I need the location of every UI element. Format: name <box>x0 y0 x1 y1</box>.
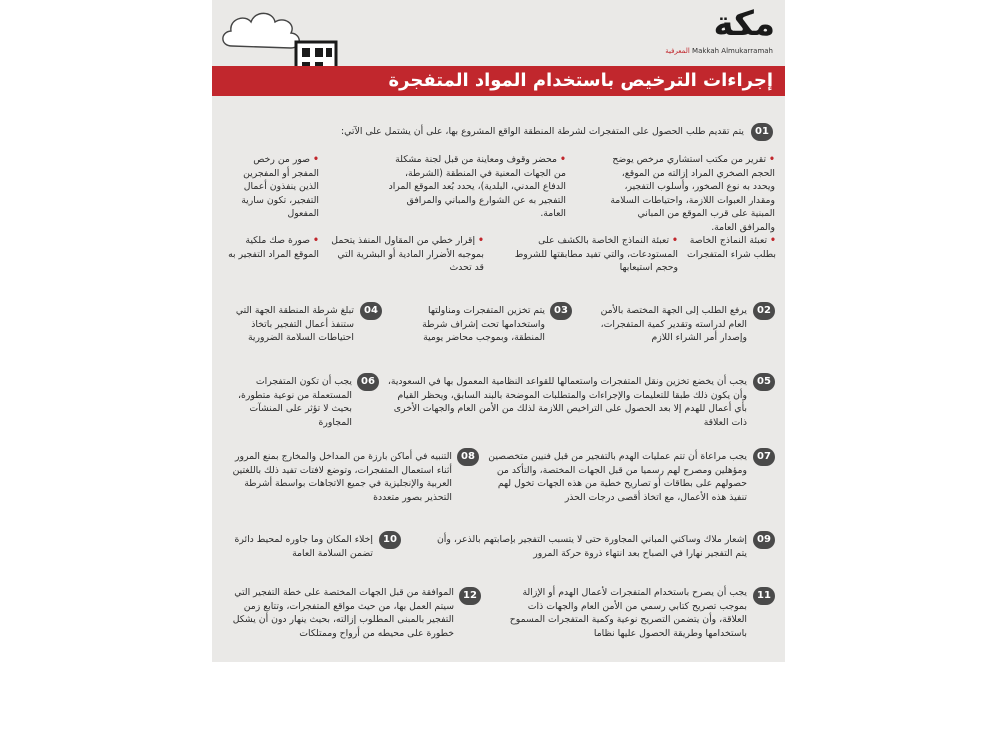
infographic-sheet <box>212 0 785 662</box>
requirement-item: • صورة صك ملكية الموقع المراد التفجير به <box>224 234 319 261</box>
step-text: إخلاء المكان وما جاوره لمحيط دائرة تضمن السلامة العامة <box>234 534 373 559</box>
step-number: 03 <box>550 302 572 320</box>
logo-subtitle-ar: المعرفية <box>665 47 690 55</box>
step-number: 01 <box>751 123 773 141</box>
requirement-item: • صور من رخص المفجر أو المفجرين الذين ينفذون أعمال التفجير، تكون سارية المفعول <box>224 153 319 221</box>
step-number: 11 <box>753 587 775 605</box>
requirement-item: • محضر وقوف ومعاينة من قبل لجنة مشكلة من الجهات المعنية في المنطقة (الشرطة، الدفاع المدني، البلدية)، يحدد بُعد الموقع المراد التفجير به عن الشوارع والمباني والمرافق العامة. <box>386 153 566 221</box>
step-text: يجب أن تكون المتفجرات المستعملة من نوعية متطورة، بحيث لا تؤثر على المنشآت المجاورة <box>237 376 352 428</box>
step-text: يتم تخزين المتفجرات ومناولتها واستخدامها تحت إشراف شرطة المنطقة، وبموجب محاضر يومية <box>422 305 545 344</box>
step-number: 04 <box>360 302 382 320</box>
page-title: إجراءات الترخيص باستخدام المواد المتفجرة <box>388 70 773 91</box>
step-text: إشعار ملاك وساكني المباني المجاورة حتى لا يتسبب التفجير بإصابتهم بالذعر، وأن يتم التفجير نهارا في الصباح بعد انتهاء ذروة حركة المرور <box>436 534 747 559</box>
smoke-cloud-icon <box>223 13 299 48</box>
step-number: 02 <box>753 302 775 320</box>
step-number: 07 <box>753 448 775 466</box>
step-number: 12 <box>459 587 481 605</box>
step-text: التنبيه في أماكن بارزة من المداخل والمخارج بمنع المرور أثناء استعمال المتفجرات، وتوضع لافتات تفيد ذلك باللغتين العربية والإنجليزية في جميع الاتجاهات بواسطة أشرطة التحذير بصور متعددة <box>232 451 452 503</box>
step-number: 09 <box>753 531 775 549</box>
step-text: يتم تقديم طلب الحصول على المتفجرات لشرطة المنطقة الواقع المشروع بها، على أن يشتمل على الآتي: <box>341 126 744 137</box>
logo-subtitle-en: Makkah Almukarramah <box>692 47 773 55</box>
step-text: تبلغ شرطة المنطقة الجهة التي ستنفذ أعمال التفجير باتخاذ احتياطات السلامة الضرورية <box>235 305 354 344</box>
requirement-item: • تعبئة النماذج الخاصة بالكشف على المستودعات، والتي تفيد مطابقتها للشروط وحجم استيعابها <box>500 234 678 275</box>
step-text: يجب مراعاة أن تتم عمليات الهدم بالتفجير من قبل فنيين متخصصين ومؤهلين ومصرح لهم رسميا من قبل الجهات المختصة، والتأكد من حصولهم على بطاقات أو تصاريح خطية من هذه الجهات تخول لهم تنفيذ هذه الأعمال، مع اتخاذ أقصى درجات الحذر <box>488 451 747 503</box>
requirement-item: • تقرير من مكتب استشاري مرخص يوضح الحجم الصخري المراد إزالته من الموقع، ويحدد به نوع الصخور، وأسلوب التفجير، ومقدار العبوات اللازمة، واحتياطات السلامة المبنية على قرب الموقع من المباني والمرافق العامة. <box>600 153 775 235</box>
step-number: 06 <box>357 373 379 391</box>
step-number: 05 <box>753 373 775 391</box>
step-text: يجب أن يخضع تخزين ونقل المتفجرات واستعمالها للقواعد النظامية المعمول بها في السعودية، وأن يكون ذلك طبقا للتعليمات والإجراءات والمتطلبات الموضحة بالبند السابق، ويحظر القيام بأي أعمال للهدم إلا بعد الحصول على التراخيص اللازمة لذلك من الأمن العام والجهات الأخرى ذات العلاقة <box>387 376 747 428</box>
step-number: 10 <box>379 531 401 549</box>
requirement-item: • تعبئة النماذج الخاصة بطلب شراء المتفجرات <box>684 234 776 261</box>
step-text: يرفع الطلب إلى الجهة المختصة بالأمن العام لدراسته وتقدير كمية المتفجرات، وإصدار أمر الشراء اللازم <box>600 305 747 344</box>
step-number: 08 <box>457 448 479 466</box>
brand-logo <box>665 4 777 62</box>
step-text: يجب أن يصرح باستخدام المتفجرات لأعمال الهدم أو الإزالة بموجب تصريح كتابي رسمي من الأمن العام والجهات ذات العلاقة، وأن يتضمن التصريح نوعية وكمية المتفجرات المسموح باستخدامها وطريقة الحصول عليها نظاما <box>509 587 747 639</box>
title-bar <box>212 66 785 96</box>
header <box>212 0 785 66</box>
step-text: الموافقة من قبل الجهات المختصة على خطة التفجير التي سيتم العمل بها، من حيث مواقع المتفجرات، وتتابع زمن التفجير بالمبنى المطلوب إزالته، بحيث ينهار دون أن يشكل خطورة على محيطه من أرواح وممتلكات <box>232 587 454 639</box>
logo-subtitle <box>665 47 773 55</box>
requirement-item: • إقرار خطي من المقاول المنفذ يتحمل بموجبه الأضرار المادية أو البشرية التي قد تحدث <box>330 234 484 275</box>
logo-text: مكة <box>713 4 775 44</box>
